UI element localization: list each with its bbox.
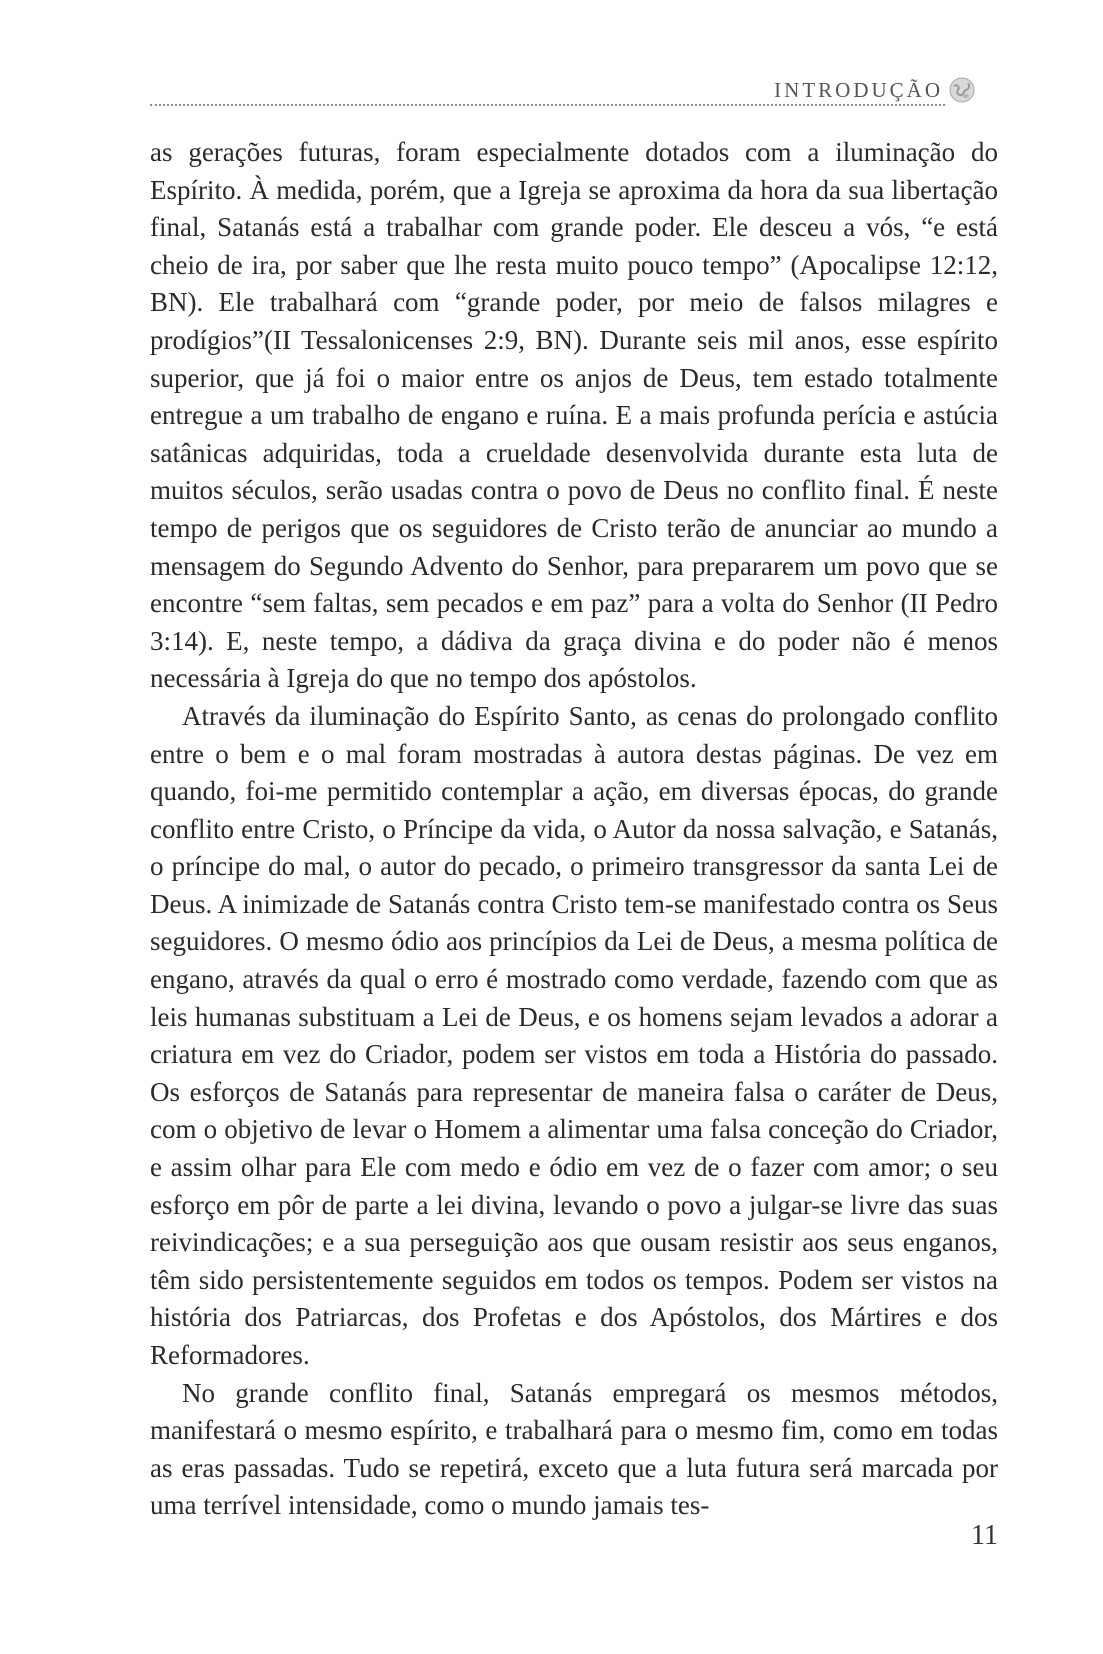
running-header [150, 72, 998, 112]
globe-icon [948, 76, 976, 104]
paragraph: as gerações futuras, foram especialmente dotados com a iluminação do Espírito. À medida, porém, que a Igreja se aproxima da hora da sua libertação final, Satanás está a trabalhar com grande poder. Ele desceu a vós, “e está cheio de ira, por saber que lhe resta muito pouco tempo” (Apocalipse 12:12, BN). Ele trabalhará com “grande poder, por meio de falsos milagres e prodígios”(II Tessalonicenses 2:9, BN). Durante seis mil anos, esse espírito superior, que já foi o maior entre os anjos de Deus, tem estado totalmente entregue a um trabalho de engano e ruína. E a mais profunda perícia e astúcia satânicas adquiridas, toda a crueldade desenvolvida durante esta luta de muitos séculos, serão usadas contra o povo de Deus no conflito final. É neste tempo de perigos que os seguidores de Cristo terão de anunciar ao mundo a mensagem do Segundo Advento do Senhor, para prepararem um povo que se encontre “sem faltas, sem pecados e em paz” para a volta do Senhor (II Pedro 3:14). E, neste tempo, a dádiva da graça divina e do poder não é menos necessária à Igreja do que no tempo dos apóstolos. [150, 137, 998, 694]
header-title: INTRODUÇÃO [774, 78, 943, 102]
header-dotted-rule [150, 104, 945, 106]
page-number: 11 [971, 1520, 998, 1551]
paragraph: Através da iluminação do Espírito Santo, as cenas do prolongado conflito entre o bem e o mal foram mostradas à autora destas páginas. De vez em quando, foi-me permitido contemplar a ação, em diversas épocas, do grande conflito entre Cristo, o Príncipe da vida, o Autor da nossa salvação, e Satanás, o príncipe do mal, o autor do pecado, o primeiro transgressor da santa Lei de Deus. A inimizade de Satanás contra Cristo tem-se manifestado contra os Seus seguidores. O mesmo ódio aos princípios da Lei de Deus, a mesma política de engano, através da qual o erro é mostrado como verdade, fazendo com que as leis humanas substituam a Lei de Deus, e os homens sejam levados a adorar a criatura em vez do Criador, podem ser vistos em toda a História do passado. Os esforços de Satanás para representar de maneira falsa o caráter de Deus, com o objetivo de levar o Homem a alimentar uma falsa conceção do Criador, e assim olhar para Ele com medo e ódio em vez de o fazer com amor; o seu esforço em pôr de parte a lei divina, levando o povo a julgar-se livre das suas reivindicações; e a sua perseguição aos que ousam resistir aos seus enganos, têm sido persistentemente seguidos em todos os tempos. Podem ser vistos na história dos Patriarcas, dos Profetas e dos Apóstolos, dos Mártires e dos Reformadores. [150, 700, 998, 1370]
paragraph: No grande conflito final, Satanás empregará os mesmos métodos, manifestará o mesmo espírito, e trabalhará para o mesmo fim, como em todas as eras passadas. Tudo se repetirá, exceto que a luta futura será marcada por uma terrível intensidade, como o mundo jamais tes- [150, 1377, 998, 1521]
body-text [150, 134, 998, 1525]
